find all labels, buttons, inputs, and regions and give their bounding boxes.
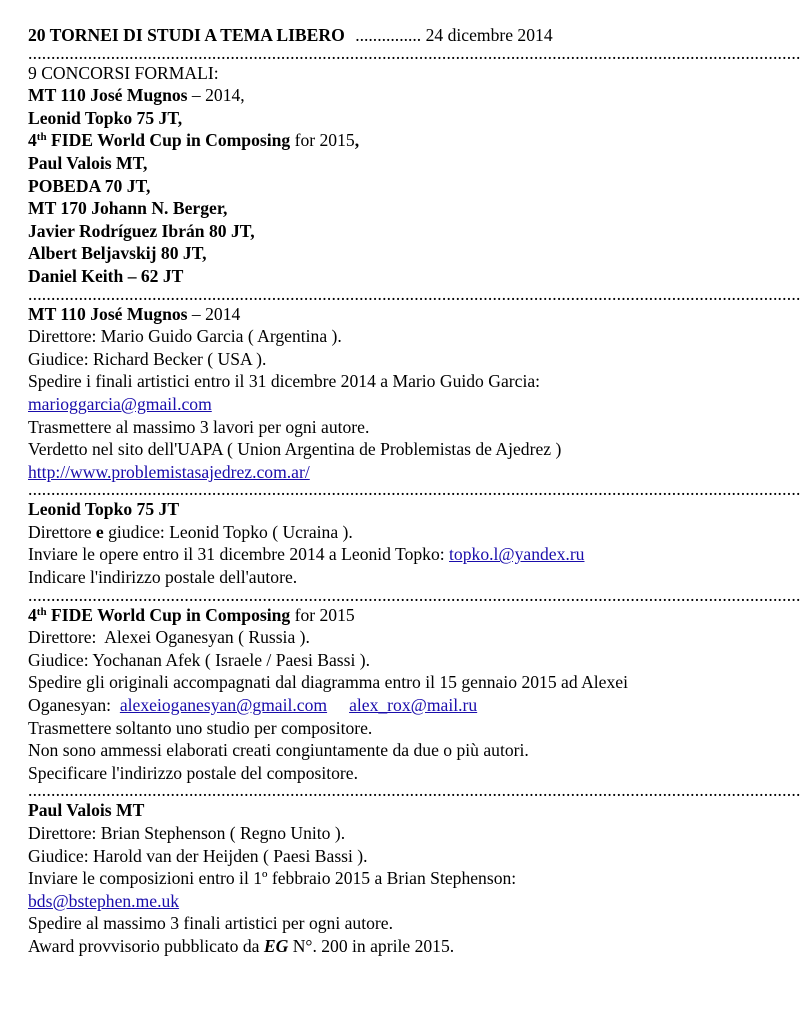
uapa-website-link[interactable]: http://www.problemistasajedrez.com.ar/ <box>28 461 310 482</box>
list-item: Javier Rodríguez Ibrán 80 JT, <box>28 220 255 241</box>
fide-send-2-text: Oganesyan: <box>28 695 120 716</box>
list-item <box>28 129 684 152</box>
topko-postal: Indicare l'indirizzo postale dell'autore. <box>28 567 298 588</box>
topko-director-pre: Direttore <box>28 521 96 542</box>
valois-award <box>28 935 684 958</box>
mugnos-email-link[interactable]: marioggarcia@gmail.com <box>28 393 212 414</box>
separator: ........................................................................................................................................................................ <box>28 283 801 304</box>
document-date: 24 dicembre 2014 <box>425 25 553 45</box>
topko-send <box>28 543 684 566</box>
list-item-name: MT 110 José Mugnos <box>28 85 188 106</box>
list-item-comma: , <box>354 130 360 151</box>
list-item: Leonid Topko 75 JT, <box>28 107 183 128</box>
fide-title-num: 4 <box>28 604 37 625</box>
mugnos-verdict: Verdetto nel sito dell'UAPA ( Union Argentina de Problemistas de Ajedrez ) <box>28 439 562 460</box>
mugnos-send: Spedire i finali artistici entro il 31 dicembre 2014 a Mario Guido Garcia: <box>28 371 541 392</box>
title-leader: ............... <box>355 25 422 45</box>
valois-director: Direttore: Brian Stephenson ( Regno Unito ). <box>28 823 346 843</box>
fide-no-joint: Non sono ammessi elaborati creati congiuntamente da due o più autori. <box>28 740 529 761</box>
list-item: Albert Beljavskij 80 JT, <box>28 243 207 264</box>
list-item: Daniel Keith – 62 JT <box>28 265 184 286</box>
list-item: MT 170 Johann N. Berger, <box>28 198 228 219</box>
valois-judge: Giudice: Harold van der Heijden ( Paesi Bassi ). <box>28 845 368 866</box>
section-title-mugnos <box>28 303 684 326</box>
topko-send-text: Inviare le opere entro il 31 dicembre 2014 a Leonid Topko: <box>28 544 450 565</box>
list-item-sup: th <box>36 131 47 144</box>
mugnos-director: Direttore: Mario Guido Garcia ( Argentina ). <box>28 326 342 347</box>
section-title-topko: Leonid Topko 75 JT <box>28 499 180 520</box>
fide-email-link-2[interactable]: alex_rox@mail.ru <box>349 695 478 716</box>
topko-director <box>28 521 684 544</box>
list-item-year: – 2014, <box>187 85 245 106</box>
topko-director-e: e <box>95 521 104 542</box>
list-item-year: for 2015 <box>290 130 355 151</box>
fide-title-name: FIDE World Cup in Composing <box>46 604 291 625</box>
fide-judge: Giudice: Yochanan Afek ( Israele / Paesi Bassi ). <box>28 649 371 670</box>
mugnos-judge: Giudice: Richard Becker ( USA ). <box>28 348 267 369</box>
separator: ........................................................................................................................................................................ <box>28 479 801 500</box>
valois-send: Inviare le composizioni entro il 1º febbraio 2015 a Brian Stephenson: <box>28 868 517 889</box>
list-item-name: FIDE World Cup in Composing <box>46 130 291 151</box>
mugnos-limit: Trasmettere al massimo 3 lavori per ogni autore. <box>28 416 370 437</box>
fide-title-year: for 2015 <box>290 604 355 625</box>
list-item: POBEDA 70 JT, <box>28 175 151 196</box>
document-title: 20 TORNEI DI STUDI A TEMA LIBERO <box>28 25 345 45</box>
section-title-valois: Paul Valois MT <box>28 800 145 821</box>
topko-director-post: giudice: Leonid Topko ( Ucraina ). <box>103 521 353 542</box>
valois-email-link[interactable]: bds@bstephen.me.uk <box>28 890 180 911</box>
list-item: Paul Valois MT, <box>28 152 148 173</box>
fide-send-2 <box>28 694 684 717</box>
separator: ........................................................................................................................................................................ <box>28 584 801 605</box>
separator: ........................................................................................................................................................................ <box>28 780 801 801</box>
fide-postal: Specificare l'indirizzo postale del compositore. <box>28 762 359 783</box>
topko-email-link[interactable]: topko.l@yandex.ru <box>449 544 585 565</box>
fide-title-sup: th <box>36 605 47 618</box>
fide-one-study: Trasmettere soltanto uno studio per compositore. <box>28 717 373 738</box>
section-title-year: – 2014 <box>187 303 241 324</box>
list-item <box>28 84 684 107</box>
fide-send-1: Spedire gli originali accompagnati dal diagramma entro il 15 gennaio 2015 ad Alexei <box>28 672 628 693</box>
valois-award-pre: Award provvisorio pubblicato da <box>28 935 264 956</box>
list-item-num: 4 <box>28 130 37 151</box>
section-title-fide <box>28 604 684 627</box>
fide-email-link-1[interactable]: alexeioganesyan@gmail.com <box>119 695 328 716</box>
eg-magazine-name: EG <box>263 935 289 956</box>
valois-limit: Spedire al massimo 3 finali artistici per ogni autore. <box>28 913 393 934</box>
fide-director: Direttore: Alexei Oganesyan ( Russia ). <box>28 627 310 648</box>
list-intro: 9 CONCORSI FORMALI: <box>28 62 219 83</box>
valois-award-post: N°. 200 in aprile 2015. <box>288 935 455 956</box>
separator: ........................................................................................................................................................................ <box>28 42 801 63</box>
section-title-name: MT 110 José Mugnos <box>28 303 188 324</box>
